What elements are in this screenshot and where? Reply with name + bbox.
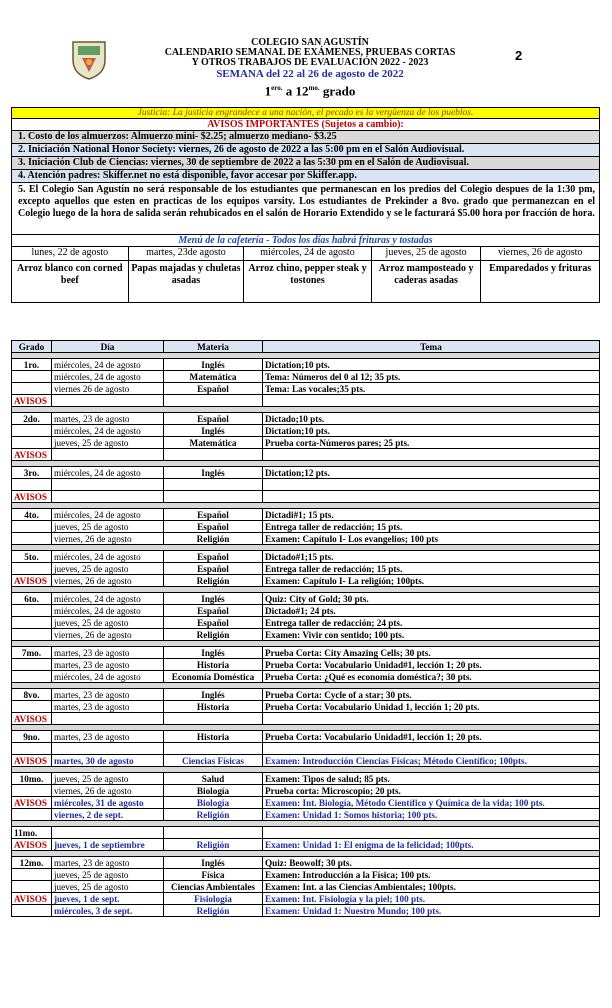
notice-item: 3. Iniciación Club de Ciencias: viernes, 30 de septiembre de 2022 a las 5:30 pm en el Salón de Audiovisual. [11,157,600,170]
subject-cell: Salud [164,773,263,785]
subject-cell: Español [164,605,263,617]
day-cell: miércoles, 24 de agosto [52,605,164,617]
subject-cell: Religión [164,839,263,851]
menu-day [372,247,482,302]
grade-cell [12,671,52,683]
topic-cell: Dictadi#1; 15 pts. [263,509,600,521]
subject-cell: Español [164,617,263,629]
day-cell: jueves, 25 de agosto [52,563,164,575]
subject-cell: Inglés [164,467,263,479]
menu-day-label: jueves, 25 de agosto [372,247,481,261]
grade-cell [12,437,52,449]
table-row [12,743,600,755]
subject-cell [164,743,263,755]
grade-cell [12,521,52,533]
day-cell: miércoles, 24 de agosto [52,551,164,563]
menu-day [129,247,245,302]
grade-label: 8vo. [12,689,52,701]
day-cell: jueves, 25 de agosto [52,521,164,533]
table-row [12,551,600,563]
table-row [12,425,600,437]
day-cell: miércoles, 31 de agosto [52,797,164,809]
subject-cell: Religión [164,905,263,917]
table-row [12,893,600,905]
subject-cell: Matemática [164,371,263,383]
table-row [12,509,600,521]
day-cell: martes, 23 de agosto [52,659,164,671]
subject-cell: Inglés [164,593,263,605]
header-topic: Tema [263,341,600,353]
table-row [12,521,600,533]
grade-cell [12,425,52,437]
day-cell: miércoles, 3 de sept. [52,905,164,917]
table-row [12,857,600,869]
table-row [12,689,600,701]
topic-cell: Entrega taller de redacción; 24 pts. [263,617,600,629]
topic-cell: Examen: Int. Biología, Método Científico y Química de la vida; 100 pts. [263,797,600,809]
topic-cell: Prueba Corta: ¿Qué es economía doméstica?; 30 pts. [263,671,600,683]
subject-cell: Español [164,383,263,395]
subject-cell: Física [164,869,263,881]
grade-label: 1ro. [12,359,52,371]
title-line-2: CALENDARIO SEMANAL DE EXÁMENES, PRUEBAS CORTAS [164,47,456,58]
topic-cell: Examen: Int. a las Ciencias Ambientales; 100pts. [263,881,600,893]
grade-cell [12,605,52,617]
day-cell: viernes 26 de agosto [52,383,164,395]
notice-item: 2. Iniciación National Honor Society: viernes, 26 de agosto de 2022 a las 5:00 pm en el Salón Audiovisual. [11,144,600,157]
table-row [12,869,600,881]
subject-cell: Inglés [164,359,263,371]
day-cell: jueves, 1 de septiembre [52,839,164,851]
avisos-label: AVISOS [12,395,52,407]
subject-cell: Inglés [164,647,263,659]
subject-cell: Ciencias Físicas [164,755,263,767]
grade-cell [12,743,52,755]
day-cell: jueves, 25 de agosto [52,881,164,893]
menu-food: Arroz chino, pepper steak y tostones [248,263,367,286]
day-cell [52,827,164,839]
subject-cell: Ciencias Ambientales [164,881,263,893]
table-row [12,827,600,839]
day-cell [52,395,164,407]
page-number: 2 [515,48,523,63]
table-row [12,839,600,851]
table-row [12,629,600,641]
subject-cell: Historia [164,659,263,671]
subject-cell: Español [164,413,263,425]
notice-item: 4. Atención padres: Skiffer.net no está disponible, favor accesar por Skiffer.app. [11,170,600,183]
subject-cell: Historia [164,701,263,713]
topic-cell [263,743,600,755]
school-name: COLEGIO SAN AGUSTÍN [251,37,369,48]
day-cell: martes, 23 de agosto [52,689,164,701]
topic-cell [263,491,600,503]
grade-label: 5to. [12,551,52,563]
topic-cell: Entrega taller de redacción; 15 pts. [263,563,600,575]
topic-cell: Examen: Capítulo I- Los evangelios; 100 pts [263,533,600,545]
grade-label: 3ro. [12,467,52,479]
topic-cell: Examen: Unidad 1: El enigma de la felicidad; 100pts. [263,839,600,851]
menu-food: Arroz blanco con corned beef [16,263,123,286]
subject-cell: Biología [164,785,263,797]
table-row [12,437,600,449]
header-grade: Grado [12,341,52,353]
avisos-label: AVISOS [12,575,52,587]
topic-cell: Dictation;10 pts. [263,359,600,371]
topic-cell [263,827,600,839]
topic-cell: Tema: Números del 0 al 12; 35 pts. [263,371,600,383]
topic-cell: Prueba Corta: Cycle of a star; 30 pts. [263,689,600,701]
subject-cell [164,827,263,839]
topic-cell [263,713,600,725]
day-cell: martes, 23 de agosto [52,413,164,425]
day-cell: jueves, 1 de sept. [52,893,164,905]
notice-item: 5. El Colegio San Agustín no será responsable de los estudiantes que permanescan en los predios del Colegio despues de la 1:30 pm, excepto aquellos que esten en practicas de los equipos varsity. Los estudiantes de Prekinder a 8vo. grado que permanezcan en el Colegio luego de la hora de salida serán rehubicados en el salón de Horario Extendido y se le facturará $5.00 hora por fracción de hora. [11,183,600,235]
topic-cell: Tema: Las vocales;35 pts. [263,383,600,395]
grade-label: 9no. [12,731,52,743]
header-day: Día [52,341,164,353]
school-crest-icon [70,38,108,80]
grade-cell [12,629,52,641]
document-header [0,0,612,100]
day-cell [52,743,164,755]
menu-day-label: viernes, 26 de agosto [481,247,599,261]
week-range: SEMANA del 22 al 26 de agosto de 2022 [216,68,404,80]
topic-cell: Quiz: City of Gold; 30 pts. [263,593,600,605]
day-cell: miércoles, 24 de agosto [52,425,164,437]
grade-cell [12,617,52,629]
menu-day [481,247,599,302]
grade-cell [12,533,52,545]
subject-cell: Español [164,509,263,521]
subject-cell: Fisiología [164,893,263,905]
day-cell: martes, 23 de agosto [52,731,164,743]
subject-cell: Religión [164,533,263,545]
day-cell: martes, 23 de agosto [52,647,164,659]
table-row [12,383,600,395]
subject-cell: Español [164,563,263,575]
subject-cell: Biología [164,797,263,809]
cafeteria-menu-title: Menú de la cafetería - Todos los días habrá frituras y tostadas [11,235,600,247]
day-cell: miércoles, 24 de agosto [52,593,164,605]
day-cell: miércoles, 24 de agosto [52,467,164,479]
topic-cell [263,479,600,491]
topic-cell: Prueba Corta: Vocabulario Unidad 1, lección 1; 20 pts. [263,701,600,713]
grade-range: $1^{ero.}$ a $12^{mo.}$ grado [264,83,356,99]
table-row [12,905,600,917]
grade-cell [12,905,52,917]
day-cell [52,479,164,491]
subject-cell [164,395,263,407]
menu-day-label: martes, 23de agosto [129,247,244,261]
avisos-label: AVISOS [12,893,52,905]
subject-cell: Religión [164,809,263,821]
table-row [12,617,600,629]
day-cell: jueves, 25 de agosto [52,773,164,785]
topic-cell: Examen: Int. Fisiología y la piel; 100 pts. [263,893,600,905]
menu-day [12,247,129,302]
day-cell: jueves, 25 de agosto [52,869,164,881]
table-row [12,563,600,575]
grade-cell [12,809,52,821]
day-cell: viernes, 26 de agosto [52,533,164,545]
day-cell [52,491,164,503]
day-cell: miércoles, 24 de agosto [52,359,164,371]
avisos-label: AVISOS [12,491,52,503]
day-cell: miércoles, 24 de agosto [52,671,164,683]
table-row [12,785,600,797]
day-cell: jueves, 25 de agosto [52,437,164,449]
avisos-label: AVISOS [12,839,52,851]
menu-food: Emparedados y frituras [489,263,592,274]
notices-box [11,107,600,303]
topic-cell: Examen: Introducción a la Física; 100 pts. [263,869,600,881]
subject-cell: Inglés [164,689,263,701]
topic-cell: Examen: Introducción Ciencias Físicas; Método Científico; 100pts. [263,755,600,767]
topic-cell [263,449,600,461]
cafeteria-menu [11,247,600,303]
topic-cell: Dictado#1; 24 pts. [263,605,600,617]
table-row [12,881,600,893]
day-cell: miércoles, 24 de agosto [52,371,164,383]
title-line-3: Y OTROS TRABAJOS DE EVALUACIÓN 2022 - 2023 [191,57,429,68]
menu-food: Arroz mamposteado y caderas asadas [378,263,474,286]
table-row [12,773,600,785]
table-row [12,755,600,767]
subject-cell: Economía Doméstica [164,671,263,683]
avisos-label: AVISOS [12,797,52,809]
grade-label: 10mo. [12,773,52,785]
table-row [12,713,600,725]
subject-cell: Matemática [164,437,263,449]
day-cell: viernes, 26 de agosto [52,785,164,797]
topic-cell: Prueba corta: Microscopio; 20 pts. [263,785,600,797]
subject-cell: Inglés [164,425,263,437]
topic-cell: Prueba Corta: City Amazing Cells; 30 pts. [263,647,600,659]
subject-cell: Religión [164,575,263,587]
avisos-label: AVISOS [12,755,52,767]
grade-cell [12,701,52,713]
table-row [12,491,600,503]
table-header-row [12,341,600,353]
topic-cell: Examen: Vivir con sentido; 100 pts. [263,629,600,641]
topic-cell: Dictado;10 pts. [263,413,600,425]
exam-schedule-table [11,340,600,917]
day-cell: martes, 23 de agosto [52,701,164,713]
grade-label: 2do. [12,413,52,425]
day-cell: viernes, 26 de agosto [52,629,164,641]
topic-cell: Dictation;10 pts. [263,425,600,437]
avisos-label: AVISOS [12,449,52,461]
topic-cell: Prueba corta-Números pares; 25 pts. [263,437,600,449]
header-subject: Materia [164,341,263,353]
subject-cell: Historia [164,731,263,743]
grade-cell [12,869,52,881]
menu-day-label: lunes, 22 de agosto [12,247,128,261]
grade-label: 11mo. [12,827,52,839]
day-cell: viernes, 26 de agosto [52,575,164,587]
grade-cell [12,371,52,383]
topic-cell: Prueba Corta: Vocabulario Unidad#1, lección 1; 20 pts. [263,731,600,743]
motto: Justicia: La justicia engrandece a una nación, el pecado es la vergüenza de los pueblos. [11,107,600,119]
table-row [12,359,600,371]
avisos-label: AVISOS [12,713,52,725]
day-cell [52,713,164,725]
topic-cell: Examen: Capítulo I- La religión; 100pts. [263,575,600,587]
day-cell: martes, 23 de agosto [52,857,164,869]
topic-cell: Examen: Unidad 1: Nuestro Mundo; 100 pts. [263,905,600,917]
table-row [12,467,600,479]
table-row [12,797,600,809]
topic-cell: Examen: Unidad 1: Somos historia; 100 pts. [263,809,600,821]
menu-day [244,247,372,302]
menu-day-label: miércoles, 24 de agosto [244,247,371,261]
table-row [12,395,600,407]
grade-label: 4to. [12,509,52,521]
table-row [12,449,600,461]
subject-cell: Religión [164,629,263,641]
notice-item: 1. Costo de los almuerzos: Almuerzo mini- $2.25; almuerzo mediano- $3.25 [11,131,600,144]
menu-food: Papas majadas y chuletas asadas [131,263,241,286]
grade-cell [12,563,52,575]
table-row [12,731,600,743]
grade-cell [12,383,52,395]
day-cell: jueves, 25 de agosto [52,617,164,629]
topic-cell: Dictado#1;15 pts. [263,551,600,563]
subject-cell [164,713,263,725]
grade-cell [12,479,52,491]
topic-cell: Quiz: Beowolf; 30 pts. [263,857,600,869]
notices-title: AVISOS IMPORTANTES (Sujetos a cambio): [11,119,600,131]
table-row [12,659,600,671]
grade-label: 6to. [12,593,52,605]
topic-cell: Dictation;12 pts. [263,467,600,479]
table-row [12,413,600,425]
subject-cell: Inglés [164,857,263,869]
table-row [12,533,600,545]
day-cell: viernes, 2 de sept. [52,809,164,821]
table-row [12,371,600,383]
day-cell [52,449,164,461]
subject-cell: Español [164,551,263,563]
table-row [12,647,600,659]
topic-cell: Prueba Corta: Vocabulario Unidad#1, lección 1; 20 pts. [263,659,600,671]
day-cell: martes, 30 de agosto [52,755,164,767]
table-row [12,605,600,617]
table-row [12,575,600,587]
subject-cell: Español [164,521,263,533]
grade-cell [12,881,52,893]
grade-cell [12,659,52,671]
table-row [12,479,600,491]
day-cell: miércoles, 24 de agosto [52,509,164,521]
grade-label: 7mo. [12,647,52,659]
table-row [12,701,600,713]
grade-cell [12,785,52,797]
subject-cell [164,449,263,461]
topic-cell: Examen: Tipos de salud; 85 pts. [263,773,600,785]
topic-cell: Entrega taller de redacción; 15 pts. [263,521,600,533]
table-row [12,809,600,821]
topic-cell [263,395,600,407]
subject-cell [164,479,263,491]
table-row [12,671,600,683]
table-row [12,593,600,605]
grade-label: 12mo. [12,857,52,869]
subject-cell [164,491,263,503]
